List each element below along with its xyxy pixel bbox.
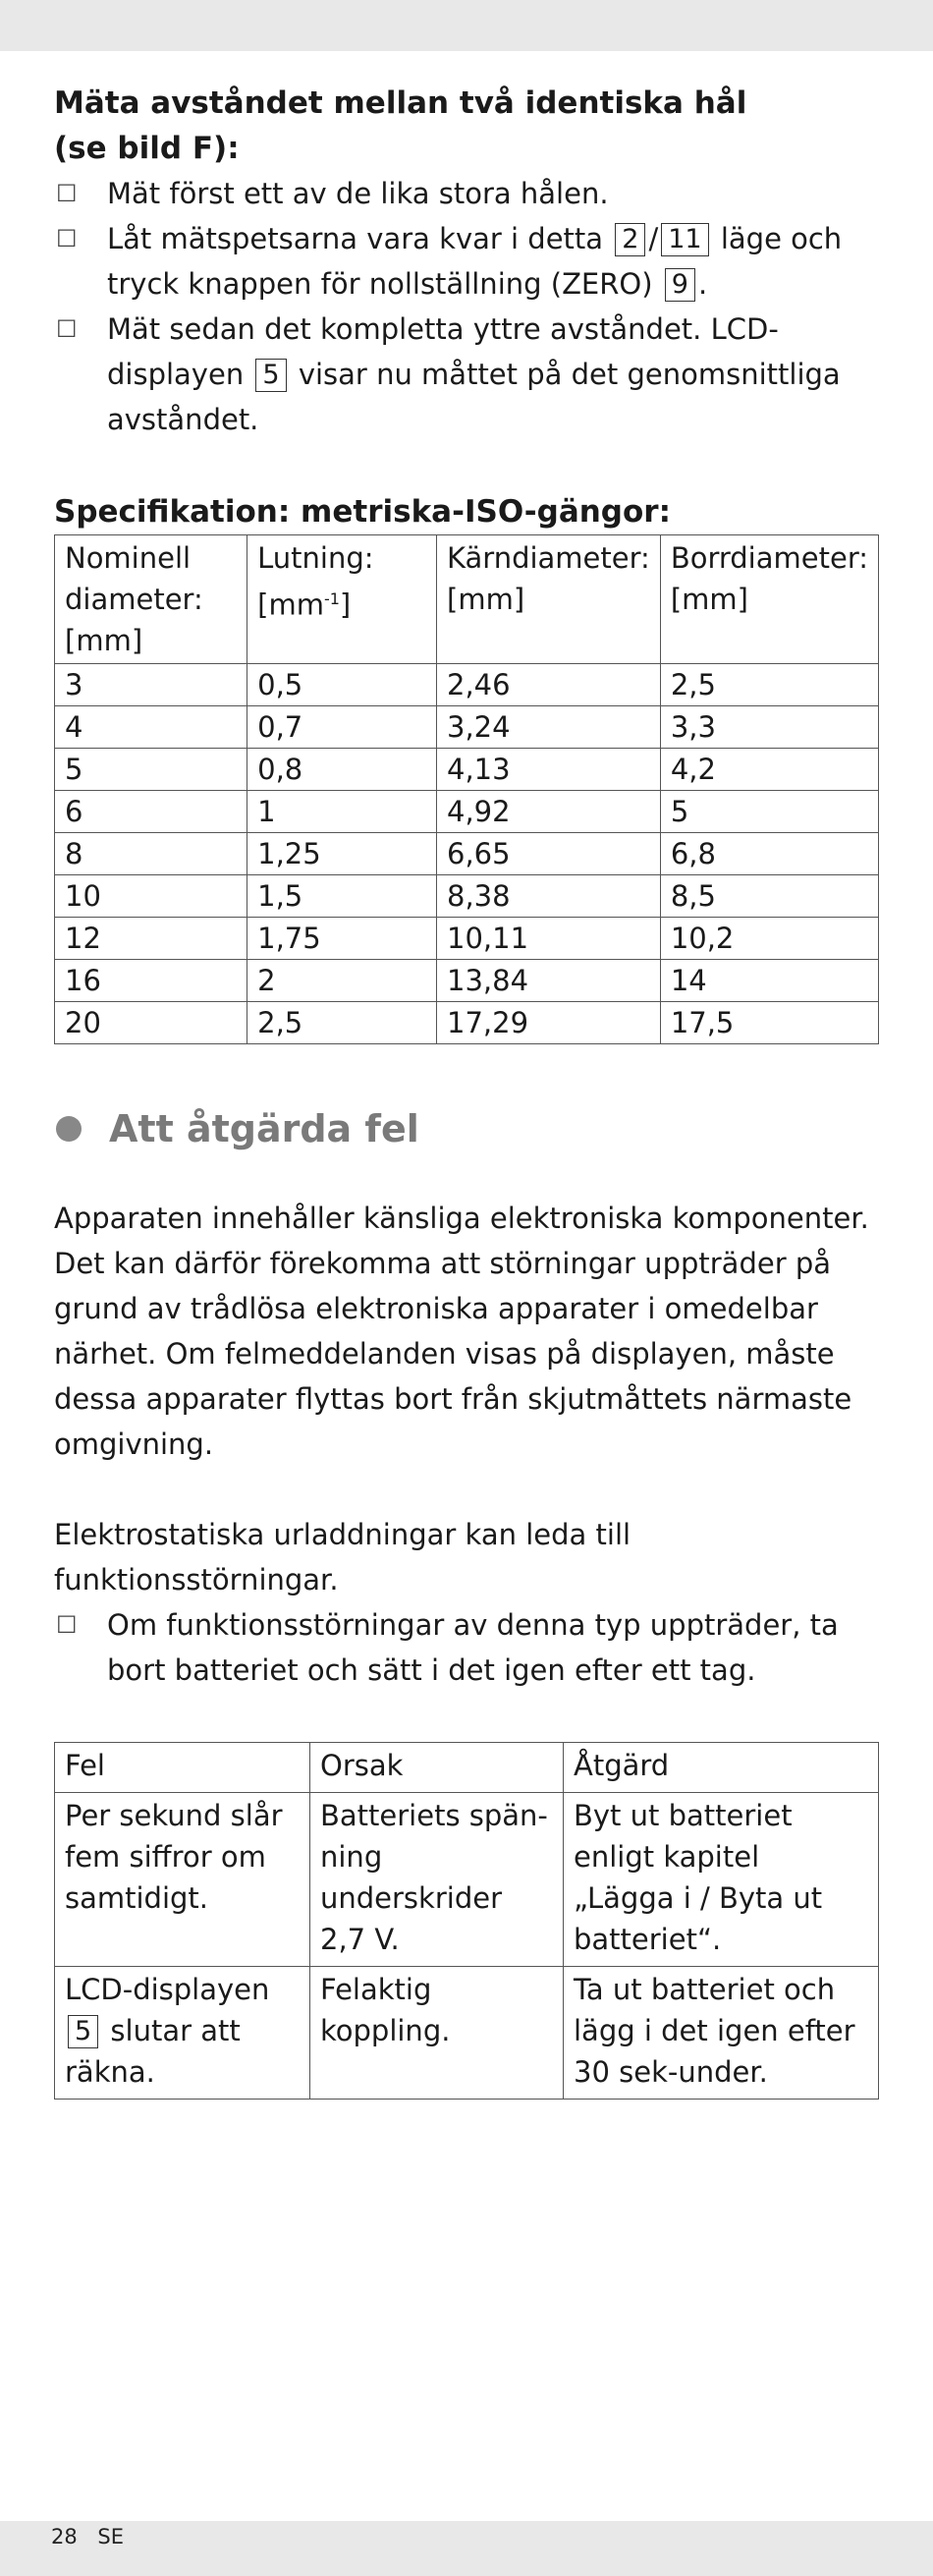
bullet-dot-icon — [56, 1116, 82, 1142]
spec-heading: Specifikation: metriska-ISO-gängor: — [54, 494, 671, 530]
reference-number-box: 5 — [255, 359, 286, 392]
trouble-paragraph-2: Elektrostatiska urladdningar kan leda till funktionsstörningar. — [54, 1518, 631, 1596]
page-number: 28 — [51, 2525, 78, 2548]
table-header-cell: Åtgärd — [564, 1743, 879, 1793]
table-cell: 8,38 — [437, 875, 661, 918]
header-text: [mm — [257, 588, 324, 622]
table-row — [55, 749, 879, 791]
cell-text: LCD-displayen — [65, 1973, 270, 2006]
table-cell: 10,2 — [660, 918, 878, 960]
footer-bar — [0, 2521, 933, 2576]
table-row — [55, 875, 879, 918]
table-header-cell: Fel — [55, 1743, 310, 1793]
trouble-paragraph-1: Apparaten innehåller känsliga elektroniska komponenter. Det kan därför förekomma att störningar uppträder på grund av trådlösa elektroniska apparater i omedelbar närhet. Om felmeddelanden visas på displayen, måste dessa apparater flyttas bort från skjutmåttets närmaste omgivning. — [54, 1202, 869, 1461]
header-text: ] — [339, 588, 352, 622]
table-cell: 6 — [55, 791, 247, 833]
step-text: Om funktionsstörningar av denna typ uppträder, ta bort batteriet och sätt i det igen efter ett tag. — [107, 1608, 839, 1687]
table-cell: Per sekund slår fem siffror om samtidigt. — [55, 1793, 310, 1967]
table-header-row — [55, 535, 879, 664]
checkbox-bullet-icon: ☐ — [56, 315, 78, 343]
table-cell: 10 — [55, 875, 247, 918]
reference-number-box: 11 — [661, 223, 708, 256]
list-item — [54, 216, 879, 307]
table-cell: 0,8 — [247, 749, 437, 791]
table-cell: 3,24 — [437, 706, 661, 749]
table-cell: 4,13 — [437, 749, 661, 791]
footer — [51, 2525, 137, 2548]
list-item — [54, 307, 879, 442]
table-header-row — [55, 1743, 879, 1793]
step-text: . — [697, 267, 708, 301]
table-cell: 10,11 — [437, 918, 661, 960]
measure-heading-line2: (se bild F): — [54, 131, 240, 166]
table-cell: 3,3 — [660, 706, 878, 749]
table-cell: 0,7 — [247, 706, 437, 749]
table-cell: 8,5 — [660, 875, 878, 918]
measure-heading — [54, 81, 879, 171]
checkbox-bullet-icon: ☐ — [56, 225, 78, 252]
separator: / — [648, 222, 659, 255]
header-text: Lutning: — [257, 541, 374, 575]
step-text: Låt mätspetsarna vara kvar i detta — [107, 222, 604, 255]
table-row — [55, 664, 879, 706]
language-code: SE — [97, 2525, 125, 2548]
table-row — [55, 833, 879, 875]
step-text: Mät sedan det kompletta yttre avståndet. LCD-displayen — [107, 312, 779, 391]
table-cell: 1,75 — [247, 918, 437, 960]
section-heading: Att åtgärda fel — [109, 1107, 419, 1150]
checkbox-bullet-icon: ☐ — [56, 180, 78, 207]
page-content — [54, 81, 879, 2100]
spec-table — [54, 534, 879, 1044]
table-cell: 20 — [55, 1002, 247, 1044]
table-cell: 17,29 — [437, 1002, 661, 1044]
table-cell: Byt ut batteriet enligt kapitel „Lägga i / Byta ut batteriet“. — [564, 1793, 879, 1967]
reference-number-box: 5 — [68, 2015, 98, 2048]
table-cell: 17,5 — [660, 1002, 878, 1044]
troubleshooting-table — [54, 1742, 879, 2100]
table-cell: 2 — [247, 960, 437, 1002]
reference-number-box: 2 — [615, 223, 645, 256]
trouble-steps-list — [54, 1602, 879, 1693]
table-cell: Ta ut batteriet och lägg i det igen efter 30 sek-under. — [564, 1967, 879, 2100]
table-cell — [55, 1967, 310, 2100]
measure-steps-list — [54, 171, 879, 442]
table-cell: 8 — [55, 833, 247, 875]
table-row — [55, 791, 879, 833]
table-cell: 4,2 — [660, 749, 878, 791]
table-cell: 2,46 — [437, 664, 661, 706]
table-cell: 3 — [55, 664, 247, 706]
table-header-cell: Nominell diameter: [mm] — [55, 535, 247, 664]
table-cell: 4 — [55, 706, 247, 749]
step-text: Mät först ett av de lika stora hålen. — [107, 177, 609, 210]
table-row — [55, 1793, 879, 1967]
table-row — [55, 960, 879, 1002]
table-row — [55, 918, 879, 960]
table-cell: 13,84 — [437, 960, 661, 1002]
table-header-cell: Kärndiameter: [mm] — [437, 535, 661, 664]
list-item — [54, 171, 879, 216]
table-row — [55, 1002, 879, 1044]
measure-heading-line1: Mäta avståndet mellan två identiska hål — [54, 85, 747, 121]
table-cell: 2,5 — [247, 1002, 437, 1044]
table-cell: 2,5 — [660, 664, 878, 706]
table-row — [55, 1967, 879, 2100]
step-text: läge och tryck knappen för nollställning (ZERO) — [107, 222, 843, 301]
table-cell: 5 — [55, 749, 247, 791]
step-text: visar nu måttet på det genomsnittliga avståndet. — [107, 358, 841, 436]
reference-number-box: 9 — [665, 268, 695, 302]
table-row — [55, 706, 879, 749]
header-superscript: -1 — [323, 589, 340, 608]
table-cell: 14 — [660, 960, 878, 1002]
table-cell: 1,5 — [247, 875, 437, 918]
table-cell: 0,5 — [247, 664, 437, 706]
table-cell: Batteriets spän-ning underskrider 2,7 V. — [310, 1793, 564, 1967]
table-header-cell — [247, 535, 437, 664]
table-cell: 6,8 — [660, 833, 878, 875]
list-item — [54, 1602, 879, 1693]
cell-text: slutar att räkna. — [65, 2014, 241, 2089]
trouble-section-title — [54, 1099, 879, 1158]
table-header-cell: Borrdiameter: [mm] — [660, 535, 878, 664]
table-cell: 12 — [55, 918, 247, 960]
table-cell: 1 — [247, 791, 437, 833]
checkbox-bullet-icon: ☐ — [56, 1611, 78, 1639]
spec-table-body — [55, 664, 879, 1044]
table-cell: 6,65 — [437, 833, 661, 875]
table-cell: 5 — [660, 791, 878, 833]
table-header-cell: Orsak — [310, 1743, 564, 1793]
table-cell: 1,25 — [247, 833, 437, 875]
table-cell: 16 — [55, 960, 247, 1002]
top-bar — [0, 0, 933, 51]
table-cell: 4,92 — [437, 791, 661, 833]
table-cell: Felaktig koppling. — [310, 1967, 564, 2100]
